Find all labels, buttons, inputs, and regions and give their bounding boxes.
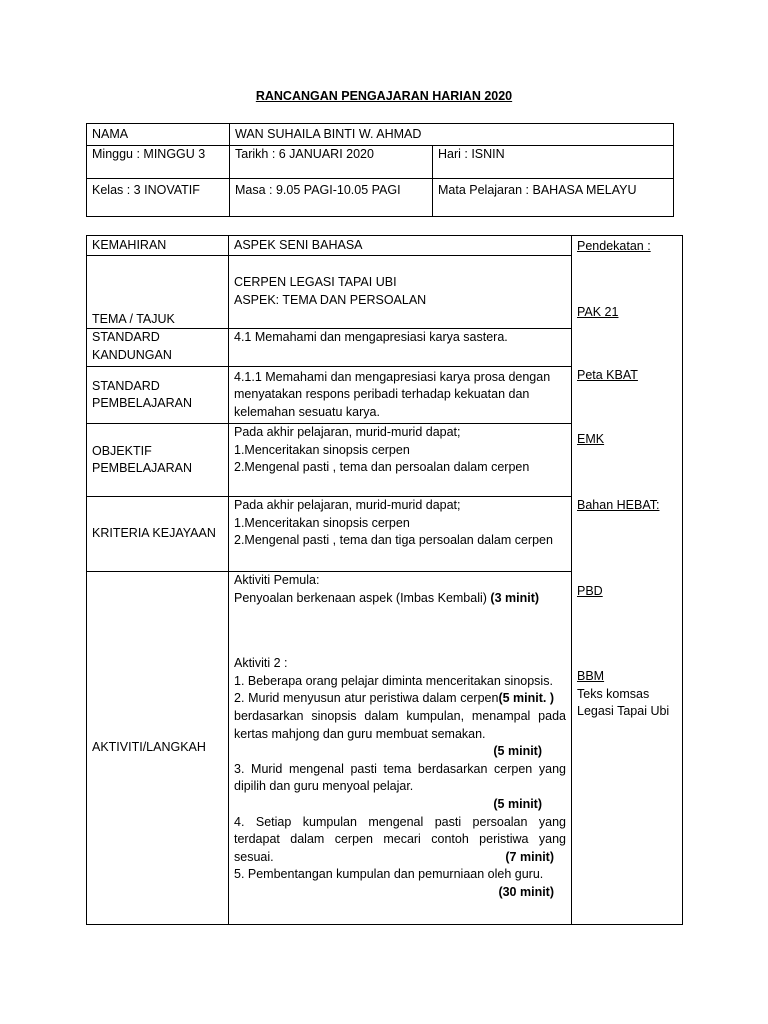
step-3-time: (5 minit) — [493, 796, 542, 811]
nama-value: WAN SUHAILA BINTI W. AHMAD — [230, 124, 674, 146]
step-1 — [234, 673, 566, 706]
step-2-time: (5 minit) — [493, 744, 542, 759]
side-column — [572, 236, 683, 925]
objektif-value — [229, 424, 572, 497]
minggu-cell: Minggu : MINGGU 3 — [87, 146, 230, 179]
step-5 — [234, 866, 566, 899]
bahan-hebat-label: Bahan HEBAT: — [577, 498, 660, 512]
pendekatan-label: Pendekatan : — [577, 239, 651, 253]
tema-label: TEMA / TAJUK — [87, 256, 229, 329]
masa-cell: Masa : 9.05 PAGI-10.05 PAGI — [230, 179, 433, 217]
kriteria-value — [229, 497, 572, 572]
step-5-time: (30 minit) — [498, 884, 554, 899]
step-3 — [234, 761, 566, 814]
pemula-heading: Aktiviti Pemula: — [234, 573, 320, 587]
kelas-cell: Kelas : 3 INOVATIF — [87, 179, 230, 217]
step-4-time: (7 minit) — [505, 849, 554, 864]
pbd-label: PBD — [577, 583, 603, 598]
mata-pelajaran-cell: Mata Pelajaran : BAHASA MELAYU — [433, 179, 674, 217]
objektif-label: OBJEKTIF PEMBELAJARAN — [87, 424, 229, 497]
aktiviti-2-heading: Aktiviti 2 : — [234, 656, 288, 671]
peta-kbat-label: Peta KBAT — [577, 368, 638, 382]
pemula-text: Penyoalan berkenaan aspek (Imbas Kembali) — [234, 590, 487, 605]
kriteria-intro: Pada akhir pelajaran, murid-murid dapat; — [234, 498, 461, 512]
sk-label: STANDARD KANDUNGAN — [87, 329, 229, 367]
emk-label: EMK — [577, 431, 605, 446]
sp-label: STANDARD PEMBELAJARAN — [87, 367, 229, 424]
sk-value: 4.1 Memahami dan mengapresiasi karya sastera. — [229, 329, 572, 367]
kriteria-item-1: 1.Menceritakan sinopsis cerpen — [234, 515, 410, 530]
step-1-text: 1. Beberapa orang pelajar diminta menceritakan sinopsis. — [234, 673, 553, 688]
header-table — [86, 123, 674, 217]
objektif-item-2: 2.Mengenal pasti , tema dan persoalan dalam cerpen — [234, 460, 530, 474]
bbm-label: BBM — [577, 669, 605, 683]
pemula-row — [234, 590, 566, 608]
step-4-text: 4. Setiap kumpulan mengenal pasti persoalan yang terdapat dalam cerpen mecari contoh peristiwa yang sesuai. — [234, 814, 566, 864]
kriteria-label: KRITERIA KEJAYAAN — [87, 497, 229, 572]
step-5-text: 5. Pembentangan kumpulan dan pemurniaan oleh guru. — [234, 867, 544, 882]
tema-line-1: CERPEN LEGASI TAPAI UBI — [234, 275, 397, 289]
step-2-text: 2. Murid menyusun atur peristiwa dalam cerpen berdasarkan sinopsis dalam kumpulan, menampal pada kertas mahjong dan guru membuat semakan. — [234, 691, 566, 741]
tema-line-2: ASPEK: TEMA DAN PERSOALAN — [234, 292, 427, 307]
hari-cell: Hari : ISNIN — [433, 146, 674, 179]
objektif-item-1: 1.Menceritakan sinopsis cerpen — [234, 442, 410, 457]
page-title: RANCANGAN PENGAJARAN HARIAN 2020 — [255, 89, 513, 103]
kriteria-item-2: 2.Mengenal pasti , tema dan tiga persoalan dalam cerpen — [234, 533, 553, 547]
aktiviti-value — [229, 572, 572, 925]
objektif-intro: Pada akhir pelajaran, murid-murid dapat; — [234, 425, 461, 439]
nama-label: NAMA — [87, 124, 230, 146]
kemahiran-label: KEMAHIRAN — [87, 236, 229, 256]
step-1-time: (5 minit. ) — [498, 691, 554, 706]
pak21-label: PAK 21 — [577, 304, 619, 319]
step-3-text: 3. Murid mengenal pasti tema berdasarkan cerpen yang dipilih dan guru menyoal pelajar. — [234, 761, 566, 794]
tarikh-cell: Tarikh : 6 JANUARI 2020 — [230, 146, 433, 179]
kemahiran-value: ASPEK SENI BAHASA — [229, 236, 572, 256]
sp-value: 4.1.1 Memahami dan mengapresiasi karya prosa dengan menyatakan respons peribadi terhadap kekuatan dan kelemahan sesuatu karya. — [229, 367, 572, 424]
aktiviti-label: AKTIVITI/LANGKAH — [87, 572, 229, 925]
lesson-plan-table — [86, 235, 683, 925]
pemula-time: (3 minit) — [490, 590, 540, 605]
bbm-value: Teks komsas Legasi Tapai Ubi — [577, 686, 670, 718]
tema-value — [229, 256, 572, 329]
step-4 — [234, 814, 566, 867]
